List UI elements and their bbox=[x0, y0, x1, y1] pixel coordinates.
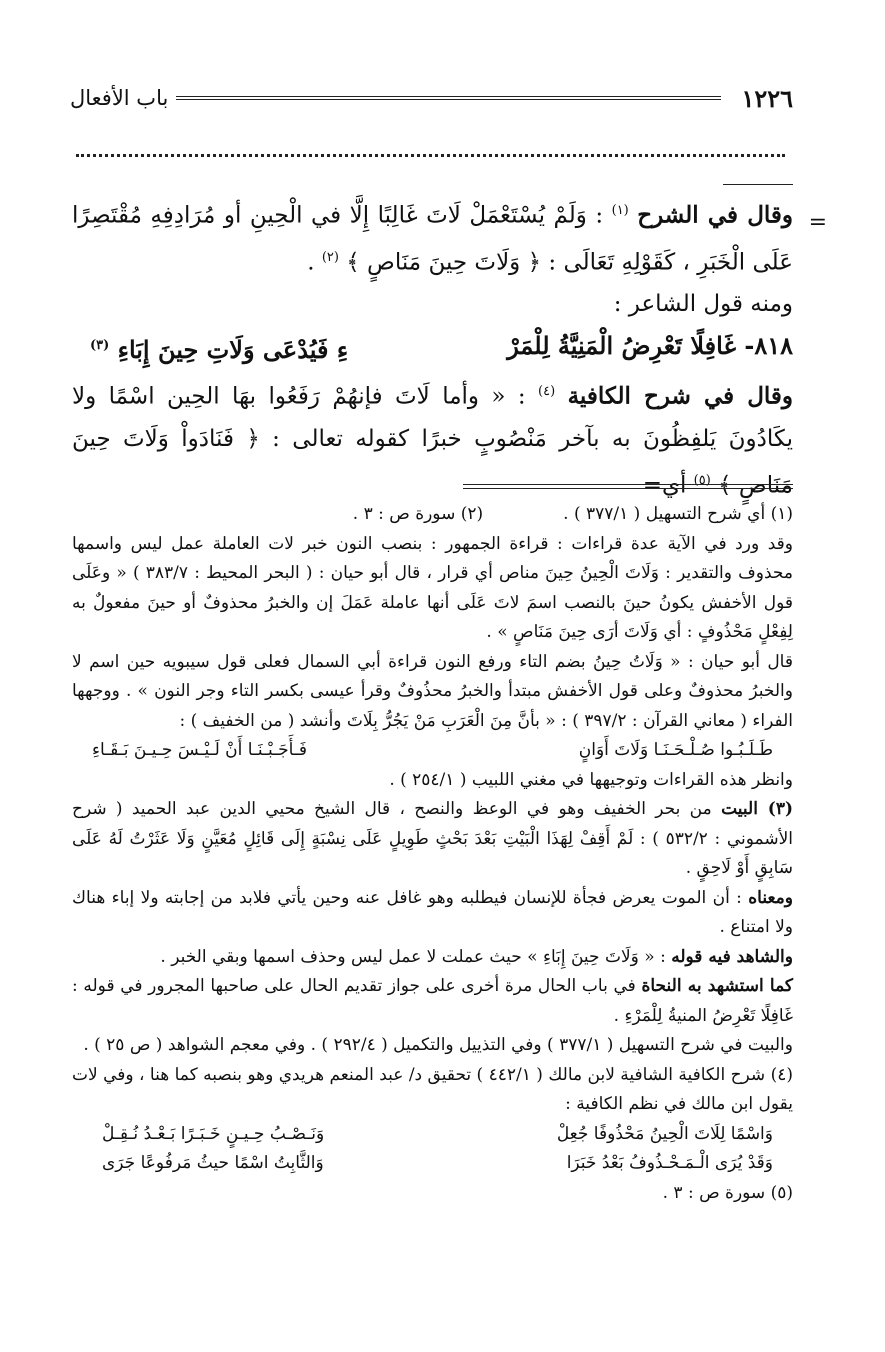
footnote-ref[interactable]: (٥) bbox=[693, 472, 711, 488]
paragraph-end: أي= bbox=[642, 472, 687, 499]
paragraph-text: : وَلَمْ يُسْتَعْمَلْ لَاتَ غَالِبًا إِلَّا في الْحِينِ أو مُرَادِفِهِ مُقْتَصِرًا عَلَى الْخَبَرِ ، كَقَوْلِهِ تَعَالَى : ﴿ وَلَاتَ حِينَ مَنَاصٍ ﴾ bbox=[72, 202, 793, 276]
verse-first-hemistich: وَقَدْ يُرَى الْـمَـحْـذُوفُ بَعْدُ خَبَرَا bbox=[566, 1153, 773, 1173]
verse-first-hemistich: ٨١٨- غَافِلًا تَعْرِضُ الْمَنِيَّةُ لِلْمَرْ bbox=[507, 331, 793, 361]
continuation-mark: = bbox=[808, 210, 827, 235]
footnote-text: وقد ورد في الآية عدة قراءات : قراءة الجمهور : بنصب النون خبر لات العاملة عمل ليس واسمها محذوف والتقدير : وَلَاتَ الْحِينُ حِينَ مناص أي قرار ، قال أبو حيان : ( البحر المحيط : ٣٨٣/٧ ) « وعَلَى قول الأخفش يكونُ حينَ بالنصب اسمَ لاتَ عَلَى أنها عاملة عَمَلَ إن والخبرُ محذوفٌ أو حينَ مفعولٌ به لِفِعْلٍ مَحْذُوفٍ : أي وَلَاتَ أرَى حِينَ مَنَاصٍ » . bbox=[72, 533, 793, 642]
footnote-4: (٤) شرح الكافية الشافية لابن مالك ( ٤٤٢/١ ) تحقيق د/ عبد المنعم هريدي وهو بنصبه كما هنا ، وفي لات يقول ابن مالك في نظم الكافية : bbox=[72, 1064, 793, 1114]
dotted-separator bbox=[76, 154, 785, 157]
paragraph-shair: ومنه قول الشاعر : bbox=[613, 291, 793, 318]
footnote-verse bbox=[72, 736, 793, 766]
footnote-1: (١) أي شرح التسهيل ( ٣٧٧/١ ) . bbox=[563, 504, 793, 524]
footnote-ref[interactable]: (١) bbox=[611, 203, 629, 218]
lead-phrase: وقال في الشرح bbox=[637, 201, 794, 229]
paragraph-sharh bbox=[72, 190, 793, 283]
footnote-text: من بحر الخفيف وهو في الوعظ والنصح ، قال الشيخ محيي الدين عبد الحميد ( شرح الأشموني : ٥٣٢/٢ ) : لَمْ أَقِفْ لِهَذَا الْبَيْتِ بَعْدَ بَحْثٍ طَوِيلٍ عَلَى نِسْبَةٍ إِلَى قَائِلٍ مُعَيَّنٍ وَلَا عَثَرْتُ لَهُ عَلَى سَابِقٍ أَوْ لَاحِقٍ . bbox=[72, 799, 793, 878]
footnote-text: والبيت في شرح التسهيل ( ٣٧٧/١ ) وفي التذييل والتكميل ( ٢٩٢/٤ ) . وفي معجم الشواهد ( ص ٢٥ ) . bbox=[83, 1035, 793, 1055]
footnote-lead: والشاهد فيه قوله bbox=[671, 946, 793, 967]
verse-second-hemistich: وَنَـصْـبُ حِـيـنٍ خَـبَـرًا بَـعْـدُ نُـقِـلْ bbox=[102, 1123, 325, 1144]
paragraph-end: . bbox=[307, 249, 315, 276]
main-text bbox=[72, 190, 793, 507]
footnote-text: : أن الموت يعرض فجأة للإنسان فيطلبه وهو غافل عنه وحين يأتي فلابد من إجابته ولا إباء هناك ولا امتناع . bbox=[72, 887, 793, 937]
footnote-text: : « وَلَاتَ حِينَ إِبَاءِ » حيث عملت لا عمل ليس وحذف اسمها وبقي الخبر . bbox=[160, 946, 666, 967]
footnote-verse bbox=[72, 1120, 793, 1150]
footnote-meaning bbox=[72, 884, 793, 943]
footnote-lead: كما استشهد به النحاة bbox=[641, 976, 793, 996]
footnote-shahid bbox=[72, 943, 793, 973]
header-rule bbox=[176, 96, 721, 100]
verse-second-hemistich: وَالثَّابِتُ اسْمًا حيثُ مَرفُوعًا جَرَى bbox=[102, 1153, 324, 1173]
chapter-title: باب الأفعال bbox=[70, 86, 169, 110]
footnote-ref[interactable]: (٣) bbox=[90, 338, 110, 354]
verse-first-hemistich: وَاسْمًا لِلَاتَ الْحِينُ مَحْذُوفًا جُعِلْ bbox=[556, 1123, 773, 1144]
verse-second-hemistich: فَـأَجَـبْـنَـا أَنْ لَـيْـسَ حِـيـنَ بَـقَـاءِ bbox=[92, 740, 307, 760]
footnote-2: (٢) سورة ص : ٣ . bbox=[352, 504, 484, 524]
footnote-separator bbox=[463, 484, 793, 489]
footnote-lead: (٣) البيت bbox=[721, 799, 793, 819]
footnote-text: وانظر هذه القراءات وتوجيهها في مغني اللبيب ( ٢٥٤/١ ) . bbox=[389, 769, 793, 790]
poetry-verse bbox=[72, 325, 793, 371]
verse-second-hemistich: ءِ فَيُدْعَى وَلَاتِ حِينَ إِبَاءِ bbox=[117, 335, 349, 365]
footnote-5: (٥) سورة ص : ٣ . bbox=[662, 1182, 793, 1203]
footnote-ref[interactable]: (٤) bbox=[538, 384, 556, 400]
section-rule bbox=[723, 184, 793, 185]
page-number: ١٢٢٦ bbox=[741, 83, 793, 113]
verse-first-hemistich: طَـلَـبُـوا صُـلْـحَـنَـا وَلَاتَ أَوَانٍ bbox=[578, 740, 773, 760]
footnote-ref[interactable]: (٢) bbox=[321, 249, 339, 265]
footnote-text: في باب الحال مرة أخرى على جواز تقديم الحال على صاحبها المجرور في قوله : غَافِلًا تَعْرِضُ المنيةُ لِلْمَرْءِ . bbox=[72, 976, 793, 1026]
footnote-verse bbox=[72, 1149, 793, 1179]
paragraph-text: : « وأما لَاتَ فإنهُمْ رَفَعُوا بهَا الحِين اسْمًا ولا يكَادُونَ يَلفِظُونَ به بآخر مَنْصُوبٍ خبرًا كقوله تعالى : ﴿ فَنَادَواْ وَلَاتَ حِينَ مَنَاصٍ ﴾ bbox=[72, 383, 793, 499]
lead-phrase: وقال في شرح الكافية bbox=[567, 382, 794, 410]
footnote-text: قال أبو حيان : « وَلَاتُ حِينُ بضم التاء ورفع النون قراءة أبي السمال فعلى قول سيبويه حين اسم لا والخبرُ محذوفٌ وعلى قول الأخفش مبتدأ والخبرُ محذُوفٌ وقرأ عيسى بكسر التاء وجر النون » . ووجهها الفراء ( معاني القرآن : ٣٩٧/٢ ) : « بأنَّ مِنَ الْعَرَبِ مَنْ يَجُرُّ بِلَاتَ وأنشد ( من الخفيف ) : bbox=[72, 651, 793, 731]
footnote-lead: ومعناه bbox=[748, 887, 793, 908]
footnotes bbox=[72, 500, 793, 1208]
footnote-3 bbox=[72, 795, 793, 884]
page-header bbox=[70, 80, 793, 116]
footnote-row bbox=[72, 500, 793, 530]
footnote-nuhat bbox=[72, 972, 793, 1031]
